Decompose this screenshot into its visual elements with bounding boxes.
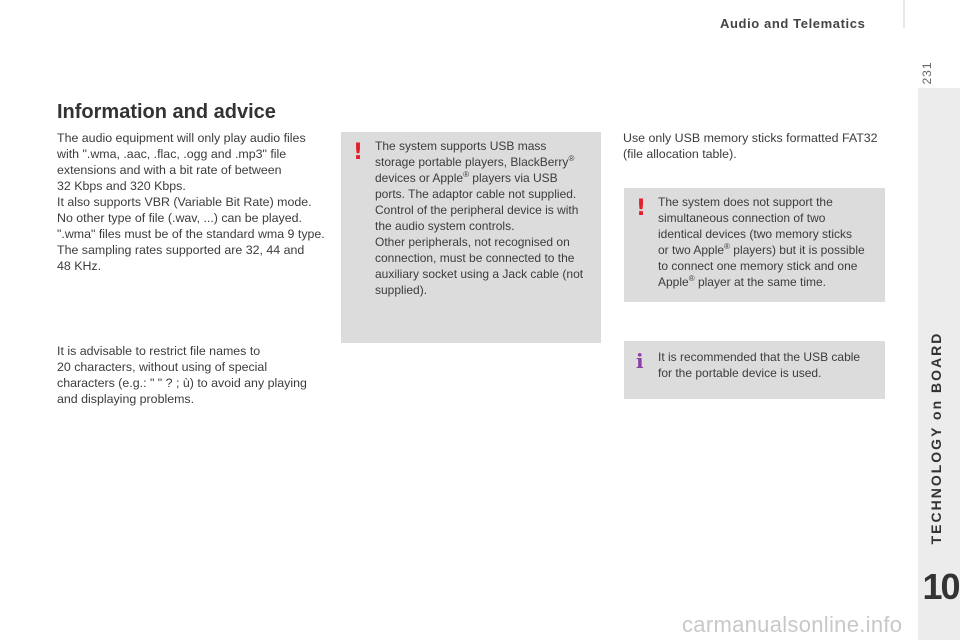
paragraph-line: The audio equipment will only play audio files xyxy=(57,131,306,145)
paragraph-line: (file allocation table). xyxy=(623,147,737,161)
note-line: auxiliary socket using a Jack cable (not xyxy=(375,267,584,281)
registered-mark: ® xyxy=(463,170,469,179)
note-line-text: players) but it is possible xyxy=(729,243,865,257)
note-line xyxy=(375,170,597,186)
note-line-text: or two Apple xyxy=(658,243,725,257)
note-line-text: devices or Apple xyxy=(375,171,464,185)
info-text xyxy=(658,349,882,381)
warning-text xyxy=(375,138,597,298)
paragraph-line: Use only USB memory sticks formatted FAT32 xyxy=(623,131,878,145)
paragraph-line: The sampling rates supported are 32, 44 and xyxy=(57,243,305,257)
warning-exclamation-icon: ! xyxy=(636,196,647,221)
note-line: simultaneous connection of two xyxy=(658,211,826,225)
running-header: Audio and Telematics xyxy=(720,16,866,31)
note-line: ports. The adaptor cable not supplied. xyxy=(375,187,577,201)
paragraph-line: 32 Kbps and 320 Kbps. xyxy=(57,179,186,193)
paragraph-line: extensions and with a bit rate of between xyxy=(57,163,282,177)
page-number: 231 xyxy=(920,61,934,85)
note-line xyxy=(658,274,882,290)
warning-text xyxy=(658,194,882,290)
note-line xyxy=(658,242,882,258)
note-line: to connect one memory stick and one xyxy=(658,259,858,273)
file-names-paragraph xyxy=(57,343,327,407)
paragraph-line: ".wma" files must be of the standard wma 9 type. xyxy=(57,227,325,241)
note-line: The system supports USB mass xyxy=(375,139,547,153)
note-line-text: players via USB xyxy=(468,171,558,185)
warning-exclamation-icon: ! xyxy=(353,140,364,165)
registered-mark: ® xyxy=(568,154,575,163)
info-icon: i xyxy=(636,349,644,373)
note-line xyxy=(375,154,597,170)
chapter-tab-label: TECHNOLOGY on BOARD xyxy=(928,331,944,545)
simultaneous-connection-warning-box xyxy=(624,188,885,302)
note-line: for the portable device is used. xyxy=(658,366,822,380)
paragraph-line: 20 characters, without using of special xyxy=(57,360,268,374)
paragraph-line: with ".wma, .aac, .flac, .ogg and .mp3" file xyxy=(57,147,287,161)
note-line-text: storage portable players, BlackBerry xyxy=(375,155,569,169)
registered-mark: ® xyxy=(688,274,695,283)
note-line: supplied). xyxy=(375,283,428,297)
registered-mark: ® xyxy=(724,242,730,251)
header-divider xyxy=(903,0,905,28)
usb-support-warning-box xyxy=(341,132,601,343)
paragraph-line: 48 KHz. xyxy=(57,259,102,273)
paragraph-line: and displaying problems. xyxy=(57,392,195,406)
note-line: connection, must be connected to the xyxy=(375,251,575,265)
note-line: the audio system controls. xyxy=(375,219,515,233)
paragraph-line: No other type of file (.wav, ...) can be played. xyxy=(57,211,302,225)
paragraph-line: It is advisable to restrict file names to xyxy=(57,344,261,358)
note-line-text: player at the same time. xyxy=(694,275,826,289)
note-line-text: Apple xyxy=(658,275,689,289)
note-line: The system does not support the xyxy=(658,195,833,209)
note-line: It is recommended that the USB cable xyxy=(658,350,861,364)
paragraph-line: characters (e.g.: " " ? ; ù) to avoid any playing xyxy=(57,376,307,390)
note-line: Control of the peripheral device is with xyxy=(375,203,579,217)
note-line: Other peripherals, not recognised on xyxy=(375,235,570,249)
section-heading: Information and advice xyxy=(57,101,276,123)
usb-format-paragraph xyxy=(623,130,888,162)
note-line: identical devices (two memory sticks xyxy=(658,227,853,241)
chapter-number: 10 xyxy=(922,566,959,607)
watermark: carmanualsonline.info xyxy=(682,612,903,637)
paragraph-line: It also supports VBR (Variable Bit Rate) mode. xyxy=(57,195,312,209)
audio-formats-paragraph xyxy=(57,130,327,274)
usb-cable-info-box xyxy=(624,341,885,399)
